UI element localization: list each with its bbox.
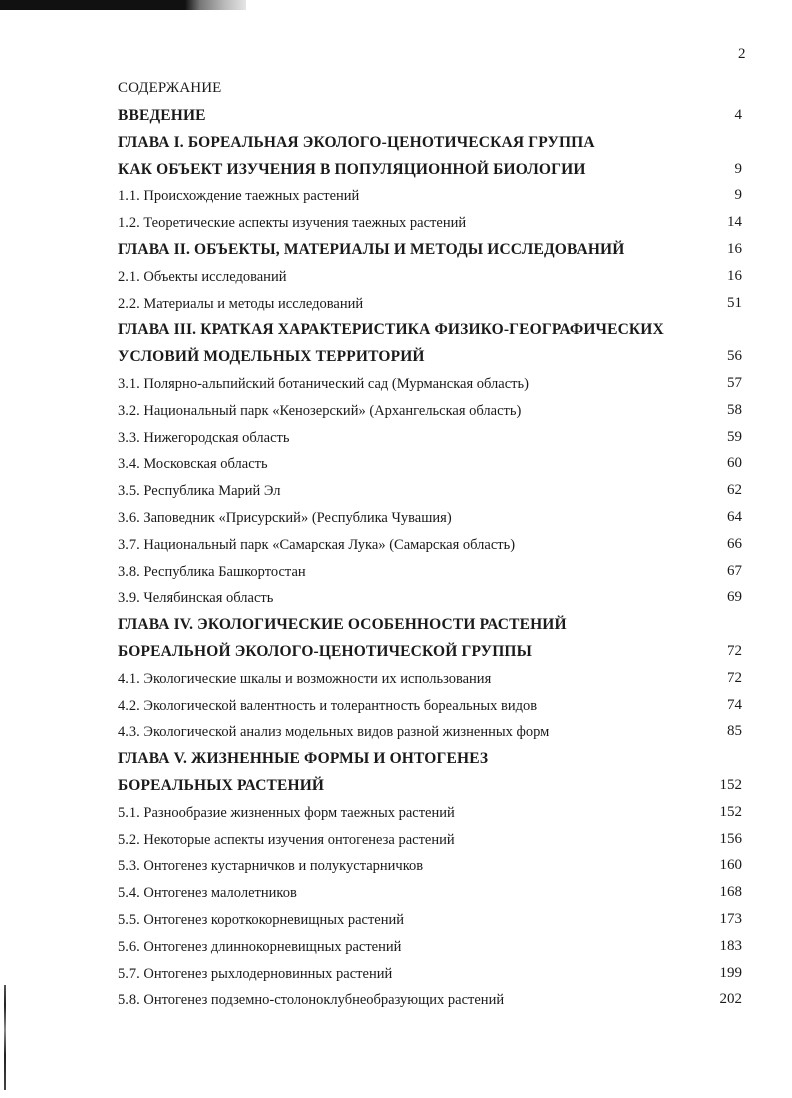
page-ref: 16 xyxy=(727,240,742,257)
page-ref: 156 xyxy=(719,830,742,847)
toc-section-row xyxy=(118,210,742,237)
section-title: 3.2. Национальный парк «Кенозерский» (Архангельская область) xyxy=(118,402,522,419)
section-title: 5.1. Разнообразие жизненных форм таежных растений xyxy=(118,804,455,821)
toc-chapter-row xyxy=(118,773,742,800)
section-title: 5.4. Онтогенез малолетников xyxy=(118,885,297,902)
toc-chapter-row xyxy=(118,103,742,130)
page-ref: 66 xyxy=(727,535,742,552)
toc-section-row xyxy=(118,585,742,612)
toc-section-row xyxy=(118,827,742,854)
toc-section-row xyxy=(118,183,742,210)
page-ref: 85 xyxy=(727,723,742,740)
page-number: 2 xyxy=(738,46,746,62)
toc-chapter-row xyxy=(118,317,742,344)
section-title: 4.1. Экологические шкалы и возможности их использования xyxy=(118,670,492,687)
toc-section-row xyxy=(118,987,742,1014)
section-title: 2.1. Объекты исследований xyxy=(118,268,287,285)
page-ref: 51 xyxy=(727,294,742,311)
chapter-title: БОРЕАЛЬНЫХ РАСТЕНИЙ xyxy=(118,776,325,794)
page-ref: 199 xyxy=(719,964,742,981)
chapter-title: КАК ОБЪЕКТ ИЗУЧЕНИЯ В ПОПУЛЯЦИОННОЙ БИОЛОГИИ xyxy=(118,160,586,178)
chapter-title: УСЛОВИЙ МОДЕЛЬНЫХ ТЕРРИТОРИЙ xyxy=(118,348,425,366)
section-title: 3.3. Нижегородская область xyxy=(118,429,290,446)
section-title: 1.2. Теоретические аспекты изучения таежных растений xyxy=(118,215,467,232)
page-ref: 72 xyxy=(727,669,742,686)
page-ref: 14 xyxy=(727,214,742,231)
page-ref: 69 xyxy=(727,589,742,606)
toc-section-row xyxy=(118,880,742,907)
toc-chapter-row xyxy=(118,344,742,371)
page-ref: 62 xyxy=(727,482,742,499)
toc-heading: СОДЕРЖАНИЕ xyxy=(118,80,222,96)
chapter-title: БОРЕАЛЬНОЙ ЭКОЛОГО-ЦЕНОТИЧЕСКОЙ ГРУППЫ xyxy=(118,642,532,660)
toc-section-row xyxy=(118,559,742,586)
toc-section-row xyxy=(118,451,742,478)
toc-section-row xyxy=(118,291,742,318)
section-title: 3.7. Национальный парк «Самарская Лука» (Самарская область) xyxy=(118,536,516,553)
chapter-title: ГЛАВА V. ЖИЗНЕННЫЕ ФОРМЫ И ОНТОГЕНЕЗ xyxy=(118,750,489,768)
page-ref: 56 xyxy=(727,348,742,365)
toc-section-row xyxy=(118,398,742,425)
page-ref: 152 xyxy=(719,803,742,820)
toc-section-row xyxy=(118,934,742,961)
page-ref: 152 xyxy=(719,776,742,793)
toc-chapter-row xyxy=(118,746,742,773)
page-ref: 168 xyxy=(719,884,742,901)
page-ref: 9 xyxy=(734,187,742,204)
section-title: 3.4. Московская область xyxy=(118,456,268,473)
section-title: 5.5. Онтогенез короткокорневищных растений xyxy=(118,911,405,928)
section-title: 3.8. Республика Башкортостан xyxy=(118,563,306,580)
toc-section-row xyxy=(118,907,742,934)
toc-section-row xyxy=(118,505,742,532)
chapter-title: ГЛАВА III. КРАТКАЯ ХАРАКТЕРИСТИКА ФИЗИКО-ГЕОГРАФИЧЕСКИХ xyxy=(118,321,664,339)
margin-binding-mark xyxy=(4,985,6,1090)
page-ref: 64 xyxy=(727,508,742,525)
page-ref: 202 xyxy=(719,991,742,1008)
page-ref: 4 xyxy=(734,107,742,123)
toc-chapter-row xyxy=(118,639,742,666)
toc-section-row xyxy=(118,264,742,291)
section-title: 5.7. Онтогенез рыхлодерновинных растений xyxy=(118,965,393,982)
section-title: 3.5. Республика Марий Эл xyxy=(118,483,281,500)
section-title: 3.6. Заповедник «Присурский» (Республика Чувашия) xyxy=(118,509,452,526)
page-ref: 9 xyxy=(734,160,742,177)
toc-chapter-row xyxy=(118,130,742,157)
toc-section-row xyxy=(118,478,742,505)
section-title: 1.1. Происхождение таежных растений xyxy=(118,188,360,205)
section-title: 5.3. Онтогенез кустарничков и полукустарничков xyxy=(118,858,424,875)
section-title: 4.2. Экологической валентность и толерантность бореальных видов xyxy=(118,697,538,714)
section-title: 3.1. Полярно-альпийский ботанический сад (Мурманская область) xyxy=(118,375,529,392)
toc-section-row xyxy=(118,693,742,720)
toc-section-row xyxy=(118,800,742,827)
toc-section-row xyxy=(118,425,742,452)
page-ref: 59 xyxy=(727,428,742,445)
toc-chapter-row xyxy=(118,157,742,184)
section-title: 4.3. Экологической анализ модельных видов разной жизненных форм xyxy=(118,724,550,741)
page-ref: 60 xyxy=(727,455,742,472)
section-title: 3.9. Челябинская область xyxy=(118,590,274,607)
page-ref: 67 xyxy=(727,562,742,579)
page-ref: 57 xyxy=(727,374,742,391)
toc-chapter-row xyxy=(118,612,742,639)
toc-section-row xyxy=(118,532,742,559)
page-ref: 160 xyxy=(719,857,742,874)
section-title: 2.2. Материалы и методы исследований xyxy=(118,295,364,312)
section-title: 5.8. Онтогенез подземно-столоноклубнеобразующих растений xyxy=(118,992,505,1009)
page-ref: 74 xyxy=(727,696,742,713)
page-ref: 16 xyxy=(727,267,742,284)
scan-edge-artifact xyxy=(0,0,246,10)
toc-section-row xyxy=(118,853,742,880)
chapter-title: ВВЕДЕНИЕ xyxy=(118,107,206,124)
section-title: 5.6. Онтогенез длиннокорневищных растений xyxy=(118,938,402,955)
page-ref: 183 xyxy=(719,937,742,954)
toc-section-row xyxy=(118,666,742,693)
page-ref: 72 xyxy=(727,642,742,659)
page-ref: 58 xyxy=(727,401,742,418)
table-of-contents xyxy=(118,103,742,1014)
chapter-title: ГЛАВА I. БОРЕАЛЬНАЯ ЭКОЛОГО-ЦЕНОТИЧЕСКАЯ ГРУППА xyxy=(118,133,595,151)
toc-chapter-row xyxy=(118,237,742,264)
section-title: 5.2. Некоторые аспекты изучения онтогенеза растений xyxy=(118,831,455,848)
toc-section-row xyxy=(118,371,742,398)
chapter-title: ГЛАВА II. ОБЪЕКТЫ, МАТЕРИАЛЫ И МЕТОДЫ ИССЛЕДОВАНИЙ xyxy=(118,240,625,258)
toc-section-row xyxy=(118,719,742,746)
chapter-title: ГЛАВА IV. ЭКОЛОГИЧЕСКИЕ ОСОБЕННОСТИ РАСТЕНИЙ xyxy=(118,616,567,634)
page-ref: 173 xyxy=(719,910,742,927)
toc-section-row xyxy=(118,961,742,988)
